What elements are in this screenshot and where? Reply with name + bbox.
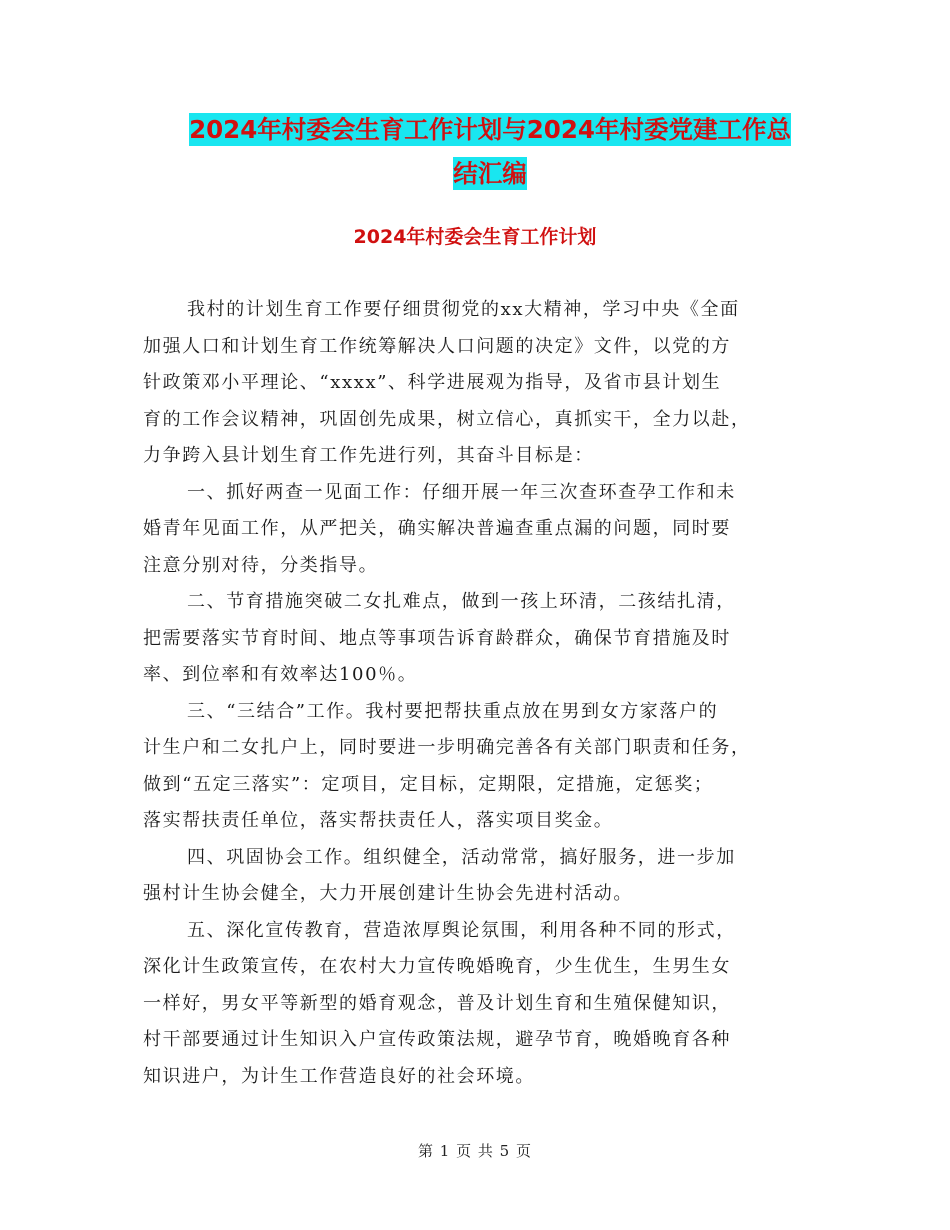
paragraph-line: 育的工作会议精神，巩固创先成果，树立信心，真抓实干，全力以赴， xyxy=(143,408,751,430)
paragraph-line: 二、节育措施突破二女扎难点，做到一孩上环清，二孩结扎清， xyxy=(187,591,736,612)
paragraph-line: 五、深化宣传教育，营造浓厚舆论氛围，利用各种不同的形式， xyxy=(187,919,736,941)
paragraph-line: 率、到位率和有效率达100％。 xyxy=(143,664,418,685)
main-title xyxy=(140,108,840,196)
section-title: 2024年村委会生育工作计划 xyxy=(353,226,597,248)
paragraph-line: 针政策邓小平理论、“xxxx”、科学进展观为指导，及省市县计划生 xyxy=(143,372,722,393)
paragraph xyxy=(143,913,807,1096)
paragraph-line: 力争跨入县计划生育工作先进行列，其奋斗目标是： xyxy=(143,445,594,466)
paragraph-line: 强村计生协会健全，大力开展创建计生协会先进村活动。 xyxy=(143,883,633,904)
main-title-line2: 结汇编 xyxy=(453,159,527,188)
document-body xyxy=(143,292,807,1095)
paragraph xyxy=(143,475,807,585)
paragraph-line: 婚青年见面工作，从严把关，确实解决普遍查重点漏的问题，同时要 xyxy=(143,518,731,539)
paragraph-line: 四、巩固协会工作。组织健全，活动常常，搞好服务，进一步加 xyxy=(187,846,736,868)
paragraph-line: 村干部要通过计生知识入户宣传政策法规，避孕节育，晚婚晚育各种 xyxy=(143,1029,731,1050)
main-title-line1: 2024年村委会生育工作计划与2024年村委党建工作总 xyxy=(189,115,791,144)
paragraph-line: 注意分别对待，分类指导。 xyxy=(143,554,379,576)
paragraph-line: 一样好，男女平等新型的婚育观念，普及计划生育和生殖保健知识， xyxy=(143,992,731,1014)
paragraph-line: 我村的计划生育工作要仔细贯彻党的xx大精神，学习中央《全面 xyxy=(187,299,740,320)
paragraph xyxy=(143,840,807,913)
paragraph-line: 一、抓好两查一见面工作：仔细开展一年三次查环查孕工作和未 xyxy=(187,481,736,503)
paragraph xyxy=(143,694,807,840)
paragraph-line: 落实帮扶责任单位，落实帮扶责任人，落实项目奖金。 xyxy=(143,810,614,831)
paragraph-line: 知识进户，为计生工作营造良好的社会环境。 xyxy=(143,1065,535,1087)
paragraph-line: 把需要落实节育时间、地点等事项告诉育龄群众，确保节育措施及时 xyxy=(143,627,731,649)
paragraph-line: 加强人口和计划生育工作统筹解决人口问题的决定》文件，以党的方 xyxy=(143,335,731,357)
paragraph-line: 做到“五定三落实”：定项目，定目标，定期限，定措施，定惩奖； xyxy=(143,773,714,795)
paragraph xyxy=(143,292,807,475)
page-number-footer: 第 1 页 共 5 页 xyxy=(418,1142,532,1160)
paragraph-line: 三、“三结合”工作。我村要把帮扶重点放在男到女方家落户的 xyxy=(187,700,719,722)
paragraph xyxy=(143,584,807,694)
paragraph-line: 深化计生政策宣传，在农村大力宣传晚婚晚育，少生优生，生男生女 xyxy=(143,956,731,977)
paragraph-line: 计生户和二女扎户上，同时要进一步明确完善各有关部门职责和任务， xyxy=(143,737,751,758)
